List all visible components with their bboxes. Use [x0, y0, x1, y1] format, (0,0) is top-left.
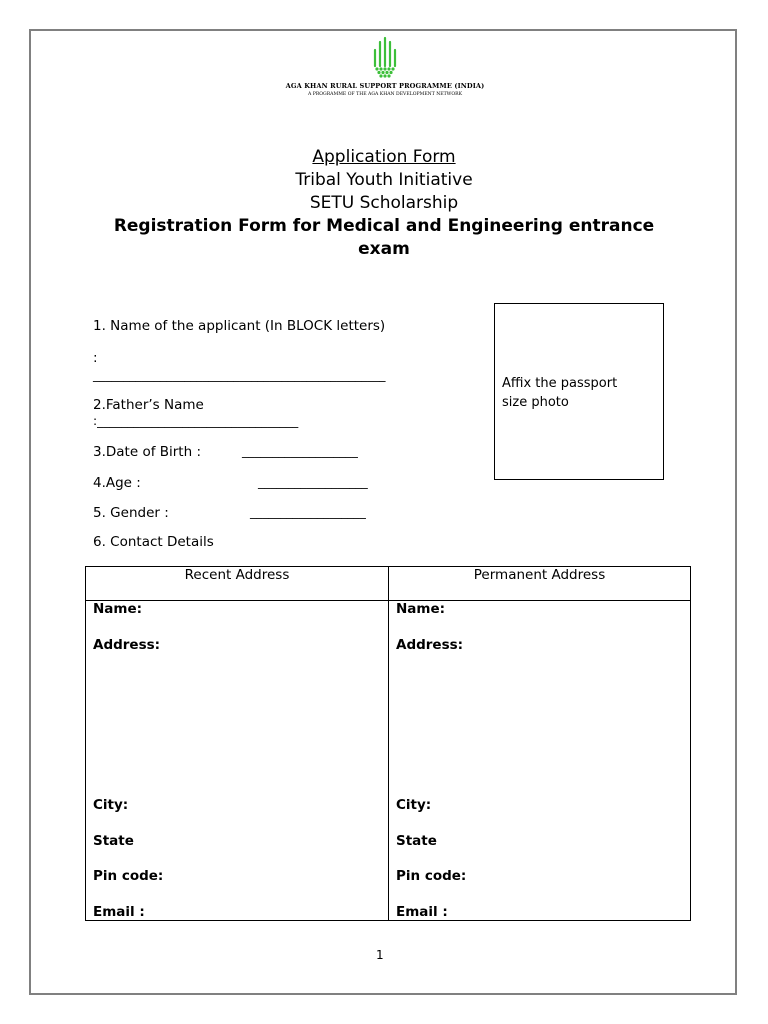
recent-name-label: Name:: [93, 601, 143, 617]
applicant-name-colon: :: [93, 350, 98, 366]
page-number: 1: [376, 948, 384, 962]
permanent-email-label: Email :: [396, 904, 448, 920]
passport-photo-box: [494, 303, 664, 480]
recent-address-label: Address:: [93, 637, 161, 653]
permanent-address-header: Permanent Address: [389, 567, 691, 601]
program-title: Tribal Youth Initiative: [295, 170, 473, 190]
logo-org-name: AGA KHAN RURAL SUPPORT PROGRAMME (INDIA): [285, 82, 485, 90]
logo-tagline: A PROGRAMME OF THE AGA KHAN DEVELOPMENT NETWORK: [307, 92, 463, 97]
permanent-state-label: State: [396, 833, 437, 849]
recent-state-label: State: [93, 833, 134, 849]
dob-label: 3.Date of Birth :: [93, 444, 201, 460]
permanent-address-label: Address:: [396, 637, 464, 653]
photo-instruction-line1: Affix the passport: [502, 376, 618, 391]
registration-title-cont: exam: [358, 239, 410, 259]
applicant-name-field[interactable]: ________________________________________________: [93, 368, 386, 382]
age-label: 4.Age :: [93, 475, 141, 491]
father-name-field[interactable]: :_________________________________: [93, 414, 299, 428]
recent-pin-label: Pin code:: [93, 868, 164, 884]
dob-field[interactable]: ___________________: [242, 444, 358, 458]
hand-emblem-icon: [370, 36, 400, 78]
photo-instruction: [502, 374, 617, 412]
permanent-city-label: City:: [396, 797, 432, 813]
form-title: Application Form: [312, 147, 456, 167]
scholarship-title: SETU Scholarship: [309, 193, 459, 213]
table-header-row: [86, 567, 691, 601]
permanent-pin-label: Pin code:: [396, 868, 467, 884]
gender-label: 5. Gender :: [93, 505, 169, 521]
recent-email-label: Email :: [93, 904, 145, 920]
organization-logo: [272, 36, 498, 114]
contact-details-label: 6. Contact Details: [93, 534, 214, 550]
permanent-address-cell[interactable]: [389, 601, 691, 921]
gender-field[interactable]: ___________________: [250, 505, 366, 519]
registration-title: Registration Form for Medical and Engineering entrance: [113, 216, 655, 236]
age-field[interactable]: __________________: [258, 475, 368, 489]
table-row: [86, 601, 691, 921]
permanent-name-label: Name:: [396, 601, 446, 617]
photo-instruction-line2: size photo: [502, 395, 569, 410]
recent-city-label: City:: [93, 797, 129, 813]
recent-address-cell[interactable]: [86, 601, 389, 921]
applicant-name-label: 1. Name of the applicant (In BLOCK letters): [93, 318, 386, 334]
father-name-label: 2.Father’s Name: [93, 397, 204, 413]
contact-details-table: [85, 566, 691, 921]
form-title-block: [60, 146, 708, 261]
recent-address-header: Recent Address: [86, 567, 389, 601]
